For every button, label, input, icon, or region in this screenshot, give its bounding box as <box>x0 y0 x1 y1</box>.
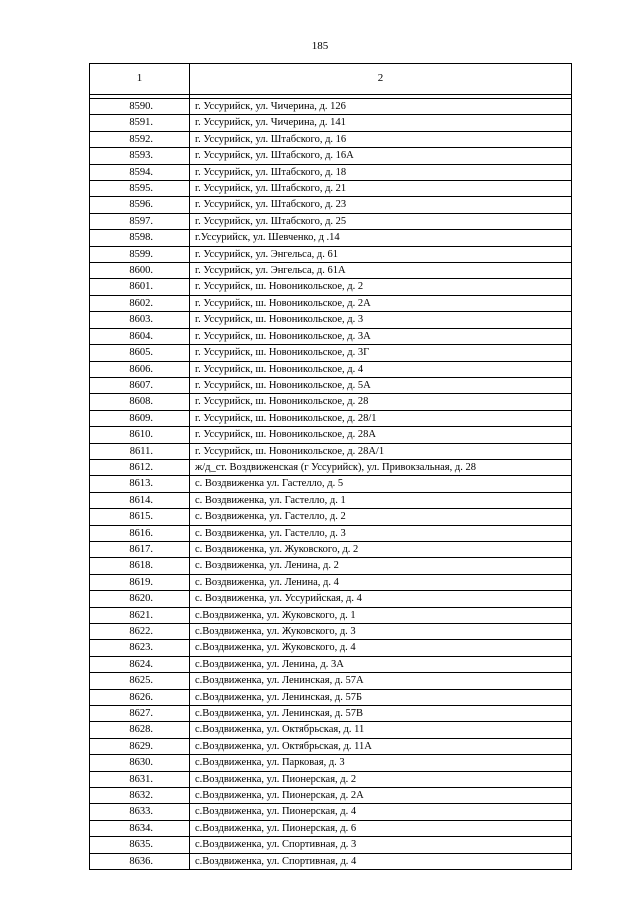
table-row <box>90 607 572 623</box>
table-row <box>90 509 572 525</box>
row-address: с.Воздвиженка, ул. Октябрьская, д. 11 <box>190 722 572 738</box>
table-row <box>90 181 572 197</box>
row-number: 8621. <box>90 607 190 623</box>
table-row <box>90 640 572 656</box>
row-address: с.Воздвиженка, ул. Ленина, д. 3А <box>190 656 572 672</box>
table-row <box>90 591 572 607</box>
row-address: с.Воздвиженка, ул. Жуковского, д. 3 <box>190 624 572 640</box>
row-address: г. Уссурийск, ш. Новоникольское, д. 28А/1 <box>190 443 572 459</box>
row-address: с.Воздвиженка, ул. Ленинская, д. 57В <box>190 706 572 722</box>
row-number: 8615. <box>90 509 190 525</box>
row-number: 8625. <box>90 673 190 689</box>
table-row <box>90 394 572 410</box>
table-row <box>90 853 572 869</box>
row-number: 8612. <box>90 459 190 475</box>
table-row <box>90 312 572 328</box>
table-row <box>90 99 572 115</box>
row-number: 8611. <box>90 443 190 459</box>
row-address: с.Воздвиженка, ул. Жуковского, д. 1 <box>190 607 572 623</box>
row-number: 8636. <box>90 853 190 869</box>
row-number: 8606. <box>90 361 190 377</box>
table-row <box>90 771 572 787</box>
row-number: 8605. <box>90 345 190 361</box>
row-address: г. Уссурийск, ш. Новоникольское, д. 2А <box>190 295 572 311</box>
row-number: 8626. <box>90 689 190 705</box>
row-address: г. Уссурийск, ул. Штабского, д. 16А <box>190 148 572 164</box>
table-row <box>90 131 572 147</box>
header-row <box>90 64 572 95</box>
row-number: 8614. <box>90 492 190 508</box>
row-address: г. Уссурийск, ш. Новоникольское, д. 5А <box>190 377 572 393</box>
row-address: г. Уссурийск, ш. Новоникольское, д. 28А <box>190 427 572 443</box>
row-number: 8600. <box>90 263 190 279</box>
row-address: с.Воздвиженка, ул. Парковая, д. 3 <box>190 755 572 771</box>
row-number: 8620. <box>90 591 190 607</box>
row-address: с. Воздвиженка, ул. Ленина, д. 4 <box>190 574 572 590</box>
table-row <box>90 525 572 541</box>
table-row <box>90 230 572 246</box>
row-address: с.Воздвиженка, ул. Пионерская, д. 2А <box>190 788 572 804</box>
row-address: с.Воздвиженка, ул. Ленинская, д. 57А <box>190 673 572 689</box>
row-number: 8601. <box>90 279 190 295</box>
row-number: 8630. <box>90 755 190 771</box>
table-row <box>90 689 572 705</box>
table-row <box>90 820 572 836</box>
row-number: 8632. <box>90 788 190 804</box>
table-row <box>90 722 572 738</box>
table-row <box>90 246 572 262</box>
table-row <box>90 574 572 590</box>
row-number: 8628. <box>90 722 190 738</box>
row-address: г. Уссурийск, ул. Штабского, д. 23 <box>190 197 572 213</box>
row-number: 8634. <box>90 820 190 836</box>
table-row <box>90 492 572 508</box>
table-row <box>90 755 572 771</box>
table-row <box>90 295 572 311</box>
table-row <box>90 213 572 229</box>
row-address: г. Уссурийск, ул. Энгельса, д. 61 <box>190 246 572 262</box>
row-address: с. Воздвиженка ул. Гастелло, д. 5 <box>190 476 572 492</box>
column-header-address: 2 <box>190 64 572 95</box>
row-number: 8629. <box>90 738 190 754</box>
row-number: 8618. <box>90 558 190 574</box>
table-row <box>90 279 572 295</box>
row-number: 8608. <box>90 394 190 410</box>
row-address: г. Уссурийск, ш. Новоникольское, д. 3А <box>190 328 572 344</box>
table-row <box>90 377 572 393</box>
table-row <box>90 788 572 804</box>
row-number: 8610. <box>90 427 190 443</box>
row-number: 8593. <box>90 148 190 164</box>
table-row <box>90 148 572 164</box>
row-number: 8604. <box>90 328 190 344</box>
table-row <box>90 673 572 689</box>
table-row <box>90 706 572 722</box>
row-number: 8594. <box>90 164 190 180</box>
table-row <box>90 328 572 344</box>
row-number: 8592. <box>90 131 190 147</box>
row-address: г. Уссурийск, ш. Новоникольское, д. 4 <box>190 361 572 377</box>
table-row <box>90 263 572 279</box>
row-address: с.Воздвиженка, ул. Пионерская, д. 4 <box>190 804 572 820</box>
table-row <box>90 197 572 213</box>
row-address: г. Уссурийск, ш. Новоникольское, д. 3 <box>190 312 572 328</box>
row-address: с. Воздвиженка, ул. Ленина, д. 2 <box>190 558 572 574</box>
row-address: г. Уссурийск, ш. Новоникольское, д. 28/1 <box>190 410 572 426</box>
table-row <box>90 656 572 672</box>
row-address: с.Воздвиженка, ул. Пионерская, д. 6 <box>190 820 572 836</box>
row-number: 8616. <box>90 525 190 541</box>
row-number: 8590. <box>90 99 190 115</box>
row-address: г. Уссурийск, ул. Чичерина, д. 126 <box>190 99 572 115</box>
row-number: 8599. <box>90 246 190 262</box>
row-address: с. Воздвиженка, ул. Гастелло, д. 2 <box>190 509 572 525</box>
row-number: 8597. <box>90 213 190 229</box>
table-row <box>90 361 572 377</box>
row-number: 8619. <box>90 574 190 590</box>
row-number: 8598. <box>90 230 190 246</box>
table-row <box>90 476 572 492</box>
row-number: 8627. <box>90 706 190 722</box>
row-address: с.Воздвиженка, ул. Спортивная, д. 3 <box>190 837 572 853</box>
table-row <box>90 804 572 820</box>
table-row <box>90 558 572 574</box>
column-header-number: 1 <box>90 64 190 95</box>
row-number: 8623. <box>90 640 190 656</box>
row-number: 8595. <box>90 181 190 197</box>
table-row <box>90 443 572 459</box>
table-row <box>90 345 572 361</box>
row-address: г. Уссурийск, ул. Чичерина, д. 141 <box>190 115 572 131</box>
table-row <box>90 164 572 180</box>
row-address: г. Уссурийск, ш. Новоникольское, д. 28 <box>190 394 572 410</box>
row-number: 8609. <box>90 410 190 426</box>
row-number: 8607. <box>90 377 190 393</box>
row-number: 8633. <box>90 804 190 820</box>
table-row <box>90 624 572 640</box>
row-number: 8622. <box>90 624 190 640</box>
address-table <box>89 63 572 870</box>
row-address: с.Воздвиженка, ул. Ленинская, д. 57Б <box>190 689 572 705</box>
table-row <box>90 115 572 131</box>
table-row <box>90 738 572 754</box>
row-address: с. Воздвиженка, ул. Гастелло, д. 1 <box>190 492 572 508</box>
table-row <box>90 541 572 557</box>
row-number: 8603. <box>90 312 190 328</box>
row-number: 8624. <box>90 656 190 672</box>
row-number: 8602. <box>90 295 190 311</box>
row-address: с.Воздвиженка, ул. Октябрьская, д. 11А <box>190 738 572 754</box>
table-row <box>90 427 572 443</box>
row-number: 8591. <box>90 115 190 131</box>
row-number: 8635. <box>90 837 190 853</box>
row-address: с.Воздвиженка, ул. Пионерская, д. 2 <box>190 771 572 787</box>
table-row <box>90 410 572 426</box>
row-number: 8617. <box>90 541 190 557</box>
row-address: г. Уссурийск, ул. Энгельса, д. 61А <box>190 263 572 279</box>
row-number: 8596. <box>90 197 190 213</box>
table-row <box>90 837 572 853</box>
row-address: с.Воздвиженка, ул. Спортивная, д. 4 <box>190 853 572 869</box>
page-number: 185 <box>311 40 329 52</box>
row-number: 8631. <box>90 771 190 787</box>
row-address: с. Воздвиженка, ул. Жуковского, д. 2 <box>190 541 572 557</box>
row-address: г. Уссурийск, ул. Штабского, д. 25 <box>190 213 572 229</box>
row-address: с.Воздвиженка, ул. Жуковского, д. 4 <box>190 640 572 656</box>
row-number: 8613. <box>90 476 190 492</box>
row-address: с. Воздвиженка, ул. Уссурийская, д. 4 <box>190 591 572 607</box>
row-address: г. Уссурийск, ул. Штабского, д. 18 <box>190 164 572 180</box>
row-address: ж/д_ст. Воздвиженская (г Уссурийск), ул. Привокзальная, д. 28 <box>190 459 572 475</box>
row-address: с. Воздвиженка, ул. Гастелло, д. 3 <box>190 525 572 541</box>
row-address: г. Уссурийск, ш. Новоникольское, д. 3Г <box>190 345 572 361</box>
row-address: г. Уссурийск, ш. Новоникольское, д. 2 <box>190 279 572 295</box>
row-address: г. Уссурийск, ул. Штабского, д. 16 <box>190 131 572 147</box>
table-row <box>90 459 572 475</box>
row-address: г. Уссурийск, ул. Штабского, д. 21 <box>190 181 572 197</box>
row-address: г.Уссурийск, ул. Шевченко, д .14 <box>190 230 572 246</box>
